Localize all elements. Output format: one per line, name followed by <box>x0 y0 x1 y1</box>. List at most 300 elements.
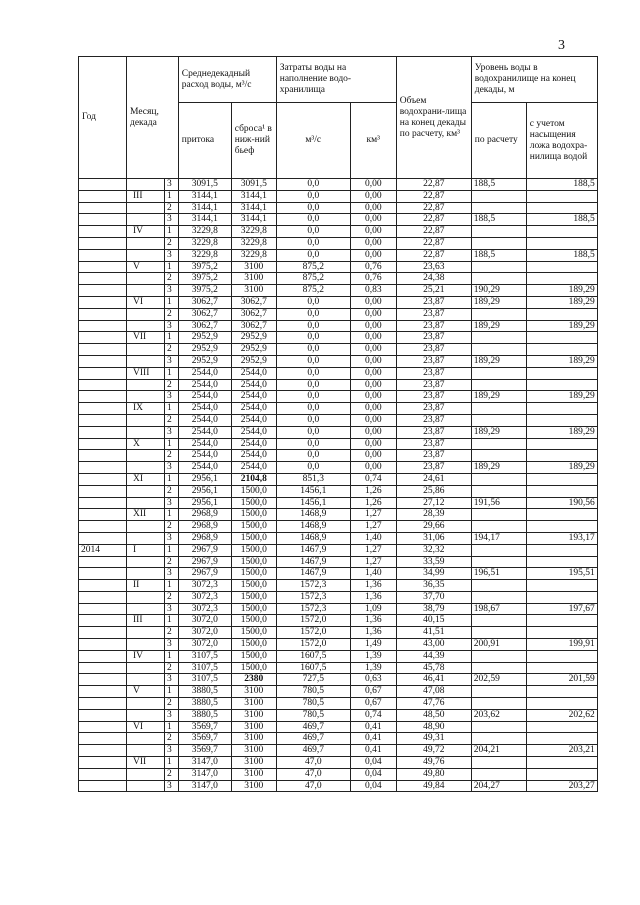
cell-fill-km3: 0,74 <box>350 709 396 721</box>
cell-level-calc <box>471 650 526 662</box>
cell-discharge: 1500,0 <box>231 532 276 544</box>
cell-fill-km3: 0,00 <box>350 308 396 320</box>
cell-year <box>79 355 127 367</box>
cell-fill-m3s: 0,0 <box>276 214 350 226</box>
cell-inflow: 2968,9 <box>178 521 231 533</box>
table-row <box>79 591 598 603</box>
cell-decade: 2 <box>165 591 179 603</box>
cell-year <box>79 497 127 509</box>
cell-discharge: 3100 <box>231 686 276 698</box>
cell-fill-m3s: 469,7 <box>276 721 350 733</box>
cell-inflow: 2956,1 <box>178 473 231 485</box>
cell-fill-m3s: 1572,0 <box>276 615 350 627</box>
cell-fill-km3: 0,00 <box>350 344 396 356</box>
table-row <box>79 650 598 662</box>
cell-fill-km3: 1,36 <box>350 591 396 603</box>
cell-level-saturation <box>526 261 597 273</box>
cell-decade: 3 <box>165 639 179 651</box>
cell-level-calc: 189,29 <box>471 296 526 308</box>
cell-volume: 24,38 <box>396 273 471 285</box>
cell-level-calc: 188,5 <box>471 214 526 226</box>
table-row <box>79 332 598 344</box>
cell-year <box>79 426 127 438</box>
cell-discharge: 2952,9 <box>231 332 276 344</box>
cell-fill-km3: 1,36 <box>350 615 396 627</box>
cell-year <box>79 780 127 792</box>
cell-volume: 22,87 <box>396 237 471 249</box>
cell-month <box>127 237 165 249</box>
cell-level-calc <box>471 768 526 780</box>
cell-month <box>127 532 165 544</box>
cell-year <box>79 450 127 462</box>
cell-decade: 2 <box>165 414 179 426</box>
cell-inflow: 3091,5 <box>178 179 231 191</box>
cell-fill-m3s: 780,5 <box>276 698 350 710</box>
cell-year <box>79 249 127 261</box>
cell-year <box>79 615 127 627</box>
table-row <box>79 296 598 308</box>
cell-inflow: 3880,5 <box>178 698 231 710</box>
cell-inflow: 3975,2 <box>178 285 231 297</box>
cell-inflow: 3144,1 <box>178 190 231 202</box>
header-discharge: сброса¹ в ниж-ний бьеф <box>231 103 276 179</box>
cell-level-calc: 194,17 <box>471 532 526 544</box>
cell-inflow: 3062,7 <box>178 320 231 332</box>
cell-decade: 3 <box>165 391 179 403</box>
cell-fill-m3s: 469,7 <box>276 745 350 757</box>
cell-level-saturation: 202,62 <box>526 709 597 721</box>
cell-month <box>127 733 165 745</box>
cell-decade: 1 <box>165 261 179 273</box>
cell-discharge: 1500,0 <box>231 580 276 592</box>
cell-inflow: 3107,5 <box>178 674 231 686</box>
header-m3s: м³/с <box>276 103 350 179</box>
cell-level-calc: 189,29 <box>471 426 526 438</box>
cell-year <box>79 237 127 249</box>
cell-month <box>127 450 165 462</box>
cell-decade: 1 <box>165 190 179 202</box>
cell-fill-m3s: 1607,5 <box>276 650 350 662</box>
cell-fill-m3s: 1572,3 <box>276 591 350 603</box>
cell-month: V <box>127 686 165 698</box>
cell-month: VII <box>127 757 165 769</box>
cell-discharge: 1500,0 <box>231 662 276 674</box>
cell-fill-m3s: 1572,0 <box>276 639 350 651</box>
cell-decade: 3 <box>165 179 179 191</box>
cell-year <box>79 391 127 403</box>
cell-decade: 3 <box>165 355 179 367</box>
cell-month <box>127 426 165 438</box>
cell-volume: 22,87 <box>396 226 471 238</box>
cell-decade: 1 <box>165 403 179 415</box>
cell-discharge: 3229,8 <box>231 226 276 238</box>
table-row <box>79 414 598 426</box>
cell-year <box>79 733 127 745</box>
cell-fill-km3: 0,00 <box>350 179 396 191</box>
table-row <box>79 355 598 367</box>
cell-volume: 23,87 <box>396 391 471 403</box>
header-avg-flow: Среднедекадный расход воды, м³/с <box>178 57 276 103</box>
cell-level-calc <box>471 450 526 462</box>
cell-year <box>79 627 127 639</box>
cell-fill-km3: 1,27 <box>350 509 396 521</box>
cell-level-calc: 204,21 <box>471 745 526 757</box>
cell-fill-km3: 0,00 <box>350 426 396 438</box>
cell-level-calc: 189,29 <box>471 320 526 332</box>
cell-volume: 43,00 <box>396 639 471 651</box>
table-row <box>79 391 598 403</box>
table-row <box>79 639 598 651</box>
cell-year <box>79 709 127 721</box>
cell-decade: 3 <box>165 214 179 226</box>
cell-volume: 23,87 <box>396 355 471 367</box>
cell-volume: 32,32 <box>396 544 471 556</box>
cell-level-saturation <box>526 509 597 521</box>
table-row <box>79 580 598 592</box>
cell-level-saturation <box>526 190 597 202</box>
cell-level-calc <box>471 202 526 214</box>
cell-inflow: 3072,0 <box>178 639 231 651</box>
cell-level-calc <box>471 344 526 356</box>
cell-level-calc <box>471 190 526 202</box>
cell-fill-m3s: 1572,3 <box>276 580 350 592</box>
cell-fill-km3: 0,00 <box>350 202 396 214</box>
cell-level-calc <box>471 261 526 273</box>
cell-fill-m3s: 1456,1 <box>276 485 350 497</box>
cell-volume: 48,50 <box>396 709 471 721</box>
cell-month: IV <box>127 226 165 238</box>
cell-fill-m3s: 1467,9 <box>276 568 350 580</box>
cell-discharge: 1500,0 <box>231 509 276 521</box>
cell-inflow: 2544,0 <box>178 426 231 438</box>
cell-month <box>127 780 165 792</box>
table-row <box>79 261 598 273</box>
cell-decade: 3 <box>165 709 179 721</box>
cell-volume: 25,86 <box>396 485 471 497</box>
cell-volume: 47,76 <box>396 698 471 710</box>
cell-volume: 41,51 <box>396 627 471 639</box>
cell-inflow: 3569,7 <box>178 745 231 757</box>
cell-level-calc: 190,29 <box>471 285 526 297</box>
cell-year <box>79 296 127 308</box>
cell-inflow: 2952,9 <box>178 332 231 344</box>
cell-level-saturation <box>526 237 597 249</box>
cell-inflow: 3107,5 <box>178 650 231 662</box>
cell-volume: 36,35 <box>396 580 471 592</box>
cell-discharge: 3100 <box>231 273 276 285</box>
cell-discharge: 3062,7 <box>231 320 276 332</box>
cell-month <box>127 414 165 426</box>
cell-volume: 37,70 <box>396 591 471 603</box>
cell-level-saturation <box>526 273 597 285</box>
table-row <box>79 568 598 580</box>
cell-decade: 2 <box>165 521 179 533</box>
cell-fill-m3s: 0,0 <box>276 190 350 202</box>
cell-fill-m3s: 1468,9 <box>276 532 350 544</box>
cell-discharge: 2104,8 <box>231 473 276 485</box>
cell-discharge: 3100 <box>231 721 276 733</box>
cell-discharge: 3062,7 <box>231 296 276 308</box>
cell-year <box>79 674 127 686</box>
cell-month <box>127 355 165 367</box>
cell-volume: 23,87 <box>396 344 471 356</box>
cell-fill-km3: 0,83 <box>350 285 396 297</box>
cell-discharge: 3100 <box>231 285 276 297</box>
cell-level-calc <box>471 414 526 426</box>
table-row <box>79 733 598 745</box>
cell-level-calc <box>471 473 526 485</box>
cell-fill-m3s: 1467,9 <box>276 544 350 556</box>
cell-decade: 3 <box>165 745 179 757</box>
cell-fill-m3s: 0,0 <box>276 379 350 391</box>
cell-decade: 1 <box>165 721 179 733</box>
cell-decade: 3 <box>165 497 179 509</box>
cell-discharge: 3100 <box>231 733 276 745</box>
cell-volume: 49,76 <box>396 757 471 769</box>
cell-fill-km3: 1,27 <box>350 544 396 556</box>
table-row <box>79 226 598 238</box>
cell-volume: 47,08 <box>396 686 471 698</box>
cell-discharge: 3100 <box>231 780 276 792</box>
cell-level-saturation: 197,67 <box>526 603 597 615</box>
cell-decade: 1 <box>165 332 179 344</box>
cell-year <box>79 367 127 379</box>
page-number: 3 <box>558 38 565 53</box>
cell-year <box>79 344 127 356</box>
cell-fill-km3: 0,41 <box>350 745 396 757</box>
cell-fill-km3: 0,00 <box>350 379 396 391</box>
cell-level-saturation <box>526 757 597 769</box>
cell-level-calc <box>471 580 526 592</box>
cell-discharge: 3100 <box>231 709 276 721</box>
cell-month: VI <box>127 721 165 733</box>
cell-decade: 1 <box>165 438 179 450</box>
table-row <box>79 249 598 261</box>
cell-year <box>79 603 127 615</box>
cell-discharge: 1500,0 <box>231 497 276 509</box>
cell-level-saturation: 203,21 <box>526 745 597 757</box>
cell-month <box>127 462 165 474</box>
cell-volume: 22,87 <box>396 214 471 226</box>
header-by-calc: по расчету <box>471 103 526 179</box>
cell-fill-km3: 1,09 <box>350 603 396 615</box>
table-row <box>79 745 598 757</box>
cell-inflow: 3147,0 <box>178 768 231 780</box>
table-row <box>79 285 598 297</box>
table-row <box>79 615 598 627</box>
cell-inflow: 3072,0 <box>178 627 231 639</box>
cell-level-saturation <box>526 485 597 497</box>
cell-month: I <box>127 544 165 556</box>
cell-volume: 27,12 <box>396 497 471 509</box>
cell-month: IX <box>127 403 165 415</box>
cell-fill-km3: 0,00 <box>350 320 396 332</box>
table-row <box>79 698 598 710</box>
cell-decade: 2 <box>165 627 179 639</box>
cell-fill-m3s: 0,0 <box>276 332 350 344</box>
cell-fill-m3s: 727,5 <box>276 674 350 686</box>
cell-fill-km3: 0,63 <box>350 674 396 686</box>
cell-volume: 38,79 <box>396 603 471 615</box>
cell-decade: 2 <box>165 485 179 497</box>
cell-volume: 22,87 <box>396 202 471 214</box>
cell-discharge: 1500,0 <box>231 639 276 651</box>
cell-fill-m3s: 47,0 <box>276 768 350 780</box>
cell-inflow: 3144,1 <box>178 202 231 214</box>
table-row <box>79 320 598 332</box>
cell-decade: 2 <box>165 273 179 285</box>
cell-fill-km3: 0,00 <box>350 249 396 261</box>
cell-year <box>79 509 127 521</box>
cell-level-saturation <box>526 698 597 710</box>
cell-fill-m3s: 0,0 <box>276 403 350 415</box>
cell-year <box>79 757 127 769</box>
cell-fill-km3: 1,26 <box>350 485 396 497</box>
cell-level-saturation <box>526 580 597 592</box>
cell-inflow: 2544,0 <box>178 438 231 450</box>
cell-inflow: 3880,5 <box>178 709 231 721</box>
header-year: Год <box>79 57 127 179</box>
cell-decade: 3 <box>165 532 179 544</box>
table-row <box>79 768 598 780</box>
table-row <box>79 757 598 769</box>
cell-decade: 3 <box>165 603 179 615</box>
cell-decade: 3 <box>165 780 179 792</box>
table-row <box>79 426 598 438</box>
cell-volume: 23,87 <box>396 403 471 415</box>
cell-fill-km3: 0,41 <box>350 733 396 745</box>
cell-level-calc: 189,29 <box>471 391 526 403</box>
cell-discharge: 3144,1 <box>231 202 276 214</box>
cell-month: XII <box>127 509 165 521</box>
cell-discharge: 3229,8 <box>231 249 276 261</box>
cell-level-saturation <box>526 344 597 356</box>
cell-discharge: 3062,7 <box>231 308 276 320</box>
cell-level-calc <box>471 403 526 415</box>
cell-fill-m3s: 780,5 <box>276 686 350 698</box>
cell-year <box>79 179 127 191</box>
cell-discharge: 3229,8 <box>231 237 276 249</box>
cell-level-saturation: 195,51 <box>526 568 597 580</box>
cell-discharge: 2544,0 <box>231 426 276 438</box>
cell-month <box>127 391 165 403</box>
cell-decade: 3 <box>165 568 179 580</box>
cell-fill-km3: 0,00 <box>350 391 396 403</box>
cell-decade: 2 <box>165 344 179 356</box>
cell-decade: 2 <box>165 662 179 674</box>
cell-volume: 28,39 <box>396 509 471 521</box>
cell-fill-km3: 1,27 <box>350 556 396 568</box>
cell-level-saturation <box>526 367 597 379</box>
cell-inflow: 2967,9 <box>178 556 231 568</box>
header-km3: км³ <box>350 103 396 179</box>
cell-decade: 2 <box>165 202 179 214</box>
table-row <box>79 556 598 568</box>
cell-fill-km3: 0,00 <box>350 367 396 379</box>
cell-level-calc: 202,59 <box>471 674 526 686</box>
cell-inflow: 3062,7 <box>178 296 231 308</box>
cell-decade: 3 <box>165 674 179 686</box>
cell-inflow: 2952,9 <box>178 355 231 367</box>
cell-fill-m3s: 1572,0 <box>276 627 350 639</box>
table-row <box>79 509 598 521</box>
cell-volume: 24,61 <box>396 473 471 485</box>
cell-decade: 3 <box>165 426 179 438</box>
cell-discharge: 3144,1 <box>231 190 276 202</box>
cell-volume: 25,21 <box>396 285 471 297</box>
cell-discharge: 2380 <box>231 674 276 686</box>
cell-year <box>79 698 127 710</box>
cell-volume: 40,15 <box>396 615 471 627</box>
table-row <box>79 473 598 485</box>
cell-fill-m3s: 0,0 <box>276 450 350 462</box>
table-row <box>79 627 598 639</box>
cell-fill-km3: 0,00 <box>350 237 396 249</box>
table-row <box>79 403 598 415</box>
cell-volume: 23,87 <box>396 450 471 462</box>
cell-volume: 23,87 <box>396 438 471 450</box>
cell-fill-m3s: 780,5 <box>276 709 350 721</box>
table-row <box>79 521 598 533</box>
cell-level-calc: 204,27 <box>471 780 526 792</box>
cell-inflow: 2956,1 <box>178 485 231 497</box>
cell-decade: 1 <box>165 473 179 485</box>
cell-inflow: 3569,7 <box>178 721 231 733</box>
cell-fill-km3: 0,00 <box>350 438 396 450</box>
cell-month <box>127 285 165 297</box>
cell-discharge: 3100 <box>231 757 276 769</box>
cell-fill-km3: 1,40 <box>350 568 396 580</box>
cell-volume: 23,87 <box>396 296 471 308</box>
cell-fill-m3s: 1467,9 <box>276 556 350 568</box>
cell-volume: 48,90 <box>396 721 471 733</box>
cell-fill-km3: 0,00 <box>350 450 396 462</box>
cell-level-calc <box>471 544 526 556</box>
cell-fill-m3s: 0,0 <box>276 237 350 249</box>
cell-level-saturation <box>526 308 597 320</box>
cell-decade: 1 <box>165 580 179 592</box>
cell-fill-m3s: 47,0 <box>276 757 350 769</box>
cell-volume: 23,87 <box>396 332 471 344</box>
cell-inflow: 3880,5 <box>178 686 231 698</box>
cell-level-calc <box>471 438 526 450</box>
cell-level-saturation <box>526 733 597 745</box>
cell-inflow: 3072,3 <box>178 580 231 592</box>
cell-fill-km3: 0,00 <box>350 226 396 238</box>
cell-level-calc <box>471 721 526 733</box>
cell-month <box>127 308 165 320</box>
cell-inflow: 2967,9 <box>178 544 231 556</box>
cell-fill-km3: 0,67 <box>350 686 396 698</box>
table-row <box>79 462 598 474</box>
cell-level-saturation <box>526 721 597 733</box>
cell-year <box>79 308 127 320</box>
table-header <box>79 57 598 179</box>
cell-year <box>79 521 127 533</box>
cell-year <box>79 190 127 202</box>
cell-decade: 1 <box>165 650 179 662</box>
cell-fill-km3: 0,04 <box>350 757 396 769</box>
table-row <box>79 532 598 544</box>
cell-fill-m3s: 1456,1 <box>276 497 350 509</box>
cell-discharge: 1500,0 <box>231 521 276 533</box>
cell-fill-km3: 0,00 <box>350 403 396 415</box>
cell-decade: 1 <box>165 686 179 698</box>
cell-fill-km3: 0,41 <box>350 721 396 733</box>
cell-fill-m3s: 0,0 <box>276 226 350 238</box>
cell-level-saturation: 189,29 <box>526 462 597 474</box>
cell-volume: 23,87 <box>396 414 471 426</box>
